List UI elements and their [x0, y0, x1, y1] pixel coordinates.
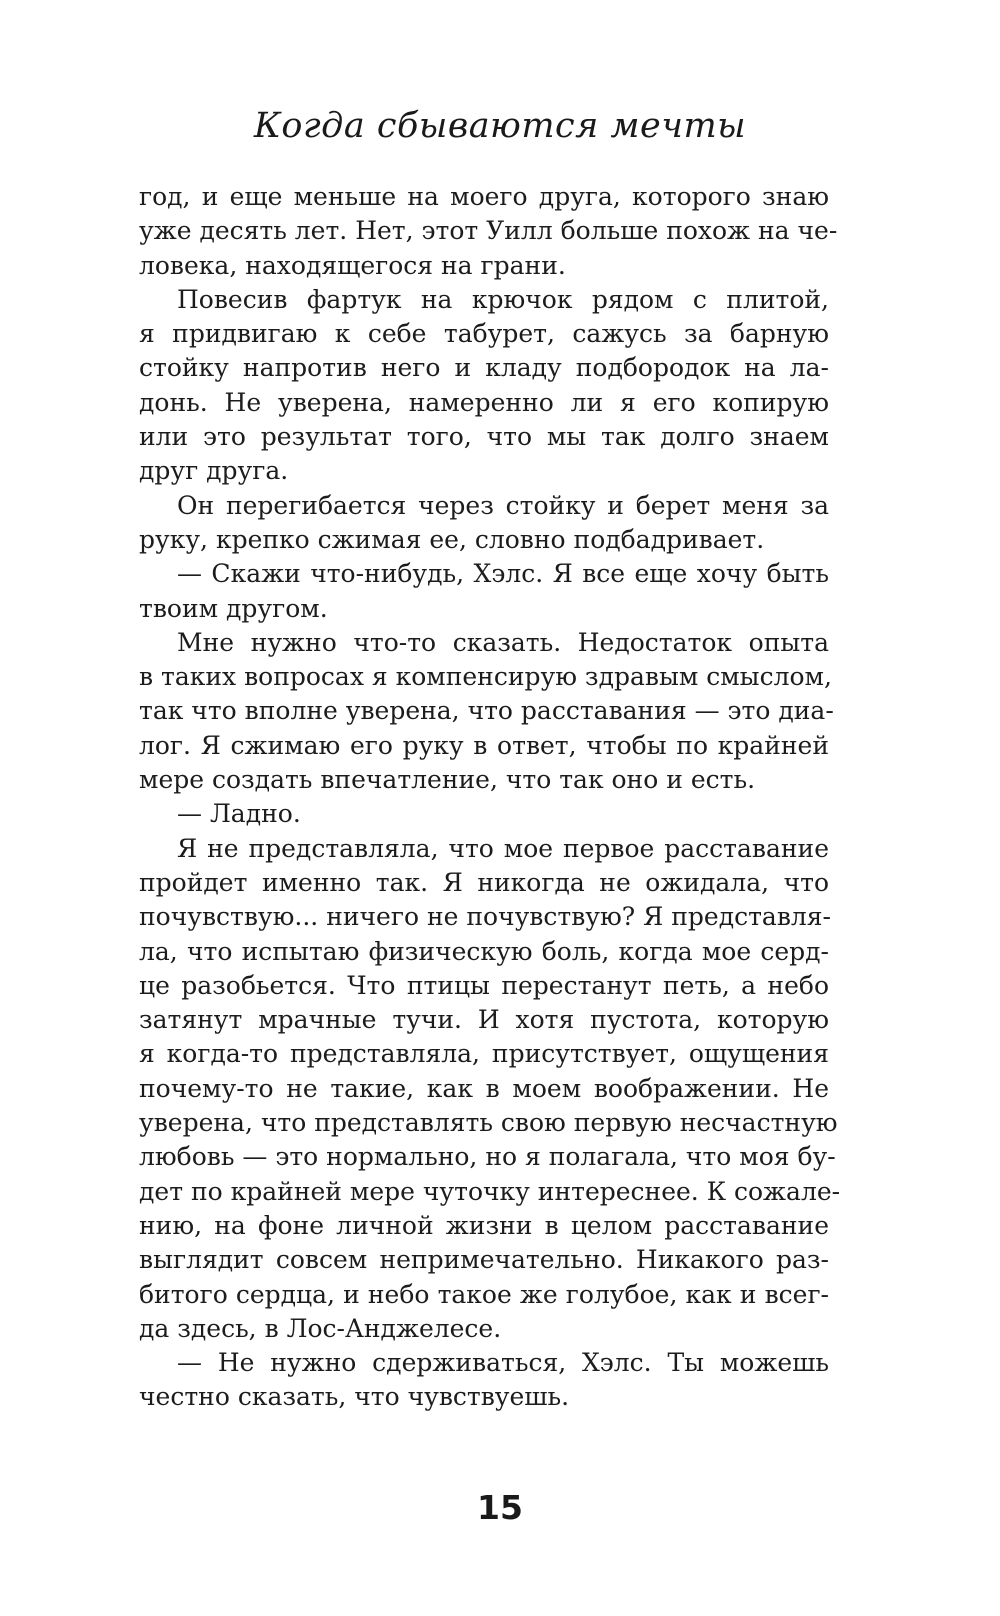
- text-line: или это результат того, что мы так долго знаем: [139, 422, 829, 452]
- text-line: дет по крайней мере чуточку интереснее. К сожале-: [139, 1176, 841, 1206]
- text-line: год, и еще меньше на моего друга, которого знаю: [139, 182, 829, 211]
- text-line: лог. Я сжимаю его руку в ответ, чтобы по крайней: [139, 730, 829, 760]
- text-line: битого сердца, и небо такое же голубое, как и всег-: [139, 1279, 829, 1309]
- running-head: Когда сбываются мечты: [253, 106, 747, 146]
- paragraph: [139, 557, 829, 626]
- text-line: стойку напротив него и кладу подбородок на ла-: [139, 353, 829, 383]
- text-line: почувствую... ничего не почувствую? Я представля-: [139, 902, 832, 932]
- text-line: руку, крепко сжимая ее, словно подбадривает.: [139, 524, 765, 554]
- text-line: Повесив фартук на крючок рядом с плитой,: [177, 284, 829, 314]
- text-line: затянут мрачные тучи. И хотя пустота, которую: [139, 1005, 829, 1035]
- paragraph: [139, 283, 829, 489]
- text-line: уверена, что представлять свою первую несчастную: [139, 1108, 838, 1138]
- text-line: Он перегибается через стойку и берет меня за: [177, 490, 829, 520]
- text-line: донь. Не уверена, намеренно ли я его копирую: [139, 387, 829, 417]
- text-line: друг друга.: [139, 456, 289, 486]
- text-line: — Ладно.: [177, 799, 301, 829]
- text-line: твоим другом.: [139, 593, 328, 623]
- paragraph: [139, 180, 838, 283]
- text-line: ловека, находящегося на грани.: [139, 250, 566, 280]
- text-line: це разобьется. Что птицы перестанут петь, а небо: [139, 970, 829, 1000]
- text-line: любовь — это нормально, но я полагала, что моя бу-: [139, 1142, 836, 1172]
- text-line: в таких вопросах я компенсирую здравым смыслом,: [139, 662, 832, 692]
- text-line: так что вполне уверена, что расставания — это диа-: [139, 696, 834, 726]
- text-line: мере создать впечатление, что так оно и есть.: [139, 765, 756, 795]
- text-line: — Не нужно сдерживаться, Хэлс. Ты можешь: [177, 1348, 829, 1378]
- text-line: ла, что испытаю физическую боль, когда мое серд-: [139, 936, 829, 966]
- text-line: пройдет именно так. Я никогда не ожидала, что: [139, 867, 829, 897]
- paragraph: [139, 797, 829, 831]
- text-line: я когда-то представляла, присутствует, ощущения: [139, 1039, 829, 1069]
- text-line: почему-то не такие, как в моем воображении. Не: [139, 1073, 829, 1103]
- text-line: выглядит совсем непримечательно. Никакого раз-: [139, 1245, 829, 1275]
- text-line: — Скажи что-нибудь, Хэлс. Я все еще хочу быть: [177, 559, 829, 589]
- text-line: честно сказать, что чувствуешь.: [139, 1382, 570, 1412]
- paragraph: [139, 626, 834, 797]
- text-line: нию, на фоне личной жизни в целом расставание: [139, 1210, 829, 1240]
- body-text: [139, 180, 841, 1415]
- text-line: Я не представляла, что мое первое расставание: [177, 833, 829, 863]
- text-line: уже десять лет. Нет, этот Уилл больше похож на че-: [139, 216, 838, 246]
- text-line: Мне нужно что-то сказать. Недостаток опыта: [177, 627, 829, 657]
- page-number: 15: [477, 1488, 523, 1527]
- text-line: я придвигаю к себе табурет, сажусь за барную: [139, 319, 829, 349]
- paragraph: [139, 832, 841, 1346]
- paragraph: [139, 489, 829, 558]
- text-line: да здесь, в Лос-Анджелесе.: [139, 1313, 502, 1343]
- paragraph: [139, 1346, 829, 1415]
